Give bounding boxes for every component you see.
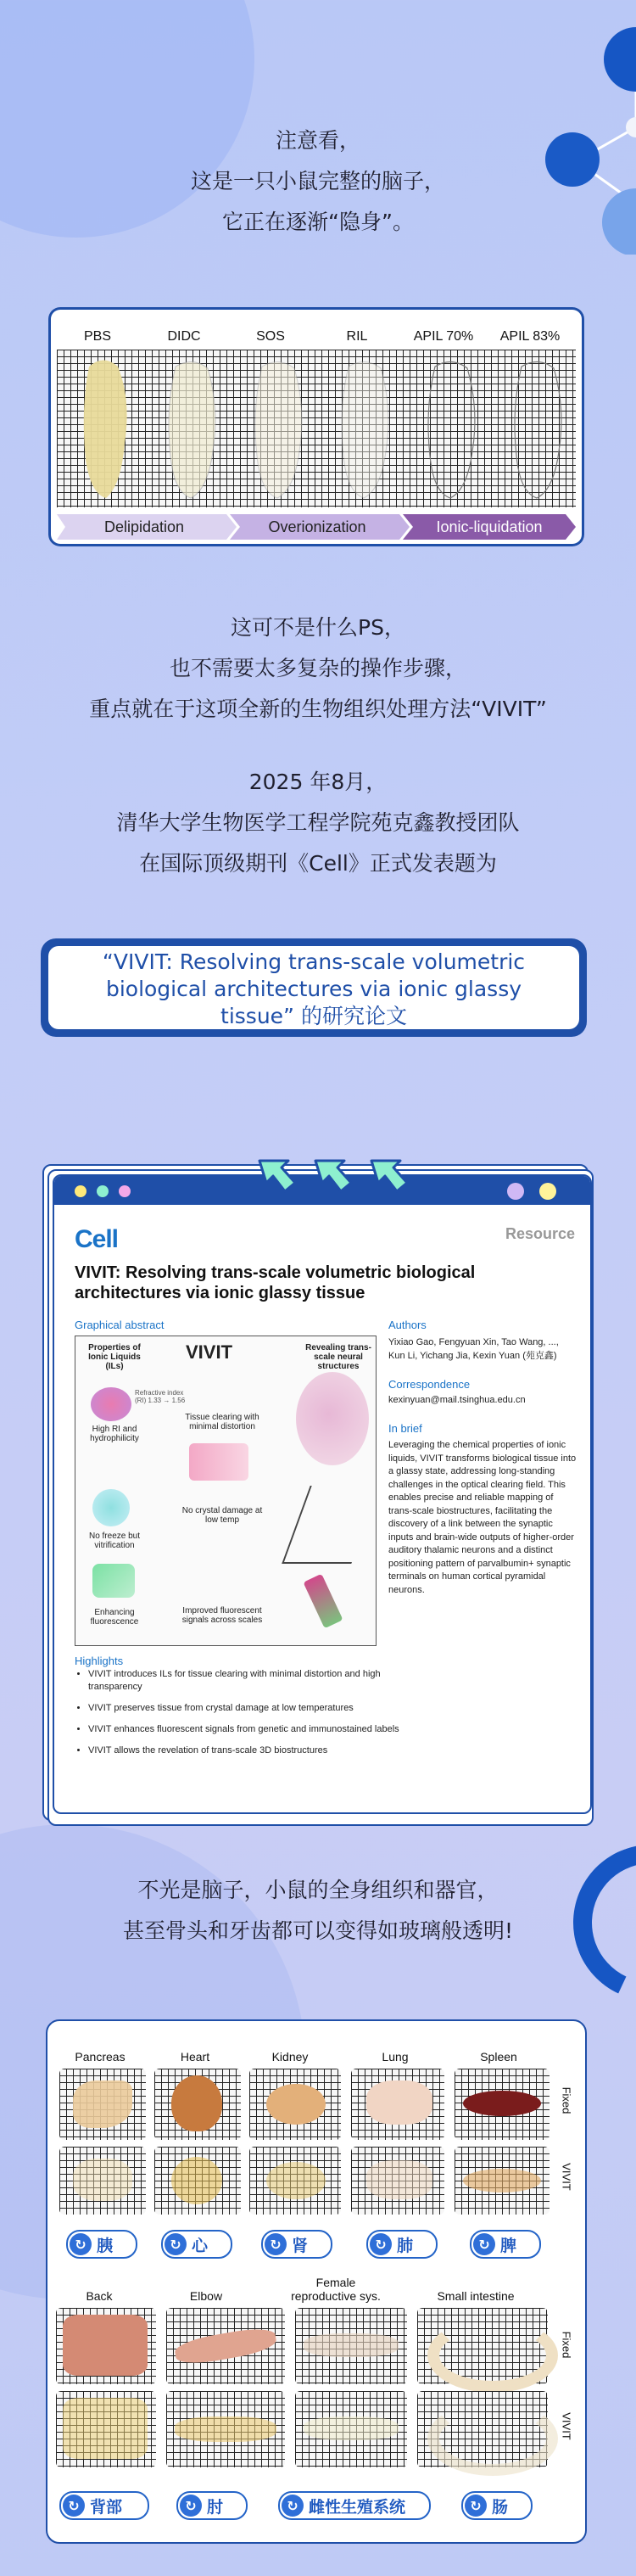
dot-pink — [119, 1185, 131, 1197]
stage-delipidation: Delipidation — [103, 518, 185, 535]
intro-text — [0, 120, 636, 243]
para-line: 清华大学生物医学工程学院苑克鑫教授团队 — [116, 810, 520, 835]
correspondence-heading: Correspondence — [388, 1378, 471, 1391]
pill-label: 胰 — [97, 2236, 114, 2255]
authors-heading: Authors — [388, 1319, 427, 1331]
organ-label: Kidney — [271, 2050, 309, 2064]
organ-pill-back — [59, 2491, 149, 2520]
organ-label: Small intestine — [437, 2289, 515, 2303]
organ-label: Female reproductive sys. — [291, 2276, 381, 2303]
in-brief-heading: In brief — [388, 1422, 422, 1435]
para-vivit-method — [0, 608, 636, 730]
pancreas-vivit-image — [59, 2147, 146, 2215]
refresh-icon: ↻ — [70, 2233, 92, 2255]
para-line: 甚至骨头和牙齿都可以变得如玻璃般透明! — [122, 1918, 514, 1943]
pill-label: 肠 — [492, 2497, 509, 2517]
refresh-icon: ↻ — [180, 2495, 202, 2517]
dot-purple — [507, 1183, 524, 1200]
stage-ionic-liquidation: Ionic-liquidation — [436, 518, 543, 535]
article-type: Resource — [505, 1225, 575, 1242]
ga-signal-image — [303, 1574, 343, 1629]
brain-grid-image — [57, 350, 576, 507]
refresh-icon: ↻ — [370, 2233, 392, 2255]
pancreas-fixed-image — [59, 2069, 146, 2140]
intro-line: 它正在逐渐“隐身”。 — [222, 210, 414, 234]
para-line: 在国际顶级期刊《Cell》正式发表题为 — [139, 851, 497, 876]
para-line: 也不需要太多复杂的操作步骤， — [169, 656, 466, 680]
brain-label: DIDC — [167, 329, 201, 344]
ga-ionic-molecule-image — [91, 1387, 131, 1421]
ga-left-title: Properties of Ionic Liquids (ILs) — [88, 1343, 141, 1371]
correspondence-email: kexinyuan@mail.tsinghua.edu.cn — [388, 1395, 526, 1405]
intestine-vivit-image — [417, 2391, 548, 2467]
pill-label: 心 — [192, 2236, 209, 2255]
ga-tissue-image — [189, 1443, 248, 1481]
ga-row-left: High RI and hydrophilicity — [90, 1425, 139, 1443]
highlights-list — [75, 1668, 410, 1766]
organ-pill-reproductive — [278, 2491, 431, 2520]
organ-label: Heart — [180, 2050, 210, 2064]
ga-brain-image — [296, 1372, 369, 1465]
pill-label: 肘 — [207, 2497, 224, 2517]
intro-line: 这是一只小鼠完整的脑子， — [190, 169, 445, 193]
organ-label: Back — [86, 2289, 113, 2303]
reproductive-fixed-image — [295, 2308, 407, 2384]
row-label-fixed: Fixed — [560, 2086, 573, 2114]
refresh-icon: ↻ — [282, 2495, 304, 2517]
ga-row-right: Improved fluorescent signals across scales — [181, 1606, 263, 1625]
journal-logo: Cell — [75, 1225, 119, 1253]
brain-label: RIL — [346, 329, 368, 344]
stage-overionization: Overionization — [268, 518, 366, 535]
ga-center-title: VIVIT — [186, 1341, 233, 1363]
spleen-fixed-image — [455, 2069, 550, 2140]
ga-right-title: Revealing trans-scale neural structures — [305, 1343, 371, 1371]
pill-label: 背部 — [90, 2497, 123, 2517]
elbow-vivit-image — [166, 2391, 285, 2467]
intro-line: 注意看， — [275, 128, 360, 153]
lung-fixed-image — [351, 2069, 444, 2140]
ga-row-right: Tissue clearing with minimal distortion — [185, 1413, 259, 1431]
refresh-icon: ↻ — [165, 2233, 187, 2255]
in-brief-text: Leveraging the chemical properties of ionic liquids, VIVIT transforms biological tissue into a glassy state, addressing long-standing challenges in the optical clearing field. This enables precise and reliable mapping of trans-scale biostructures, facilitating the discovery of a link between the synaptic inputs and brain-wide outputs of higher-order auditory thalamic neurons and a distinct positioning pattern of parvalbumin+ synaptic terminals on human cortical pyramidal neurons. — [388, 1440, 577, 1595]
row-label-fixed: Fixed — [560, 2331, 573, 2359]
brain-label: PBS — [83, 329, 111, 344]
brain-clearing-panel — [48, 307, 584, 546]
heart-vivit-image — [154, 2147, 241, 2215]
organ-pill-kidney — [261, 2230, 332, 2259]
organ-pill-pancreas — [66, 2230, 137, 2259]
row-label-vivit: VIVIT — [560, 2412, 573, 2440]
paper-title-box — [41, 938, 587, 1037]
elbow-fixed-image — [166, 2308, 285, 2384]
para-line: 不光是脑子，小鼠的全身组织和器官， — [137, 1878, 499, 1902]
organs-panel — [46, 2019, 587, 2544]
paper-title: VIVIT: Resolving trans-scale volumetric biological architectures via ionic glassy tissue — [75, 1263, 476, 1302]
title-line: “VIVIT: Resolving trans-scale volumetric — [102, 949, 526, 974]
refresh-icon: ↻ — [265, 2233, 287, 2255]
para-line: 2025 年8月， — [248, 770, 388, 794]
ga-ri-note: Refractive index (RI) 1.33 → 1.56 — [135, 1389, 186, 1404]
organ-label: Elbow — [189, 2289, 223, 2303]
graphical-abstract — [75, 1336, 377, 1646]
pill-label: 肾 — [292, 2236, 309, 2255]
ga-row-right: No crystal damage at low temp — [181, 1506, 263, 1525]
heart-fixed-image — [154, 2069, 241, 2140]
refresh-icon: ↻ — [63, 2495, 85, 2517]
brain-label: APIL 70% — [413, 329, 474, 344]
title-suffix: 的研究论文 — [294, 1004, 407, 1028]
organ-label: Spleen — [480, 2050, 517, 2064]
paper-card — [53, 1174, 592, 1814]
back-vivit-image — [56, 2391, 156, 2467]
title-line: tissue” — [220, 1004, 295, 1028]
organ-pill-spleen — [470, 2230, 541, 2259]
back-fixed-image — [56, 2308, 156, 2384]
dot-yellow — [75, 1185, 86, 1197]
reproductive-vivit-image — [295, 2391, 407, 2467]
refresh-icon: ↻ — [465, 2495, 487, 2517]
dot-green — [97, 1185, 109, 1197]
title-line: biological architectures via ionic glassy — [105, 977, 522, 1001]
para-line: 重点就在于这项全新的生物组织处理方法“VIVIT” — [89, 697, 547, 721]
para-whole-body — [0, 1870, 636, 1952]
organ-pill-lung — [366, 2230, 438, 2259]
organ-label: Pancreas — [75, 2050, 126, 2064]
organ-pill-heart — [161, 2230, 232, 2259]
highlight-item: • VIVIT allows the revelation of trans-scale 3D biostructures — [88, 1744, 410, 1757]
authors-text: Yixiao Gao, Fengyuan Xin, Tao Wang, ..., Kun Li, Yichang Jia, Kexin Yuan (苑克鑫) — [388, 1337, 559, 1361]
organ-label: Lung — [382, 2050, 409, 2064]
refresh-icon: ↻ — [473, 2233, 495, 2255]
lung-vivit-image — [351, 2147, 444, 2215]
row-label-vivit: VIVIT — [560, 2163, 573, 2191]
kidney-fixed-image — [249, 2069, 341, 2140]
cursor-arrows — [251, 1154, 421, 1201]
brain-label: SOS — [256, 329, 285, 344]
kidney-vivit-image — [249, 2147, 341, 2215]
highlight-item: • VIVIT introduces ILs for tissue clearing with minimal distortion and high transparency — [88, 1668, 410, 1694]
organ-pill-elbow — [176, 2491, 248, 2520]
pill-label: 肺 — [397, 2236, 414, 2255]
ga-neuron-image — [282, 1486, 379, 1564]
para-publication — [0, 762, 636, 884]
brain-label: APIL 83% — [499, 329, 561, 344]
pill-label: 雌性生殖系统 — [309, 2497, 406, 2517]
ga-row-left: No freeze but vitrification — [88, 1532, 141, 1550]
spleen-vivit-image — [455, 2147, 550, 2215]
intestine-fixed-image — [417, 2308, 548, 2384]
highlights-heading: Highlights — [75, 1655, 124, 1667]
ga-fluorescence-image — [92, 1564, 135, 1598]
ga-crystal-image — [92, 1489, 130, 1526]
organ-pill-intestine — [461, 2491, 533, 2520]
para-line: 这可不是什么PS， — [231, 615, 405, 640]
pill-label: 脾 — [500, 2236, 517, 2255]
highlight-item: • VIVIT enhances fluorescent signals from genetic and immunostained labels — [88, 1723, 410, 1736]
dot-yellow-large — [539, 1183, 556, 1200]
ga-row-left: Enhancing fluorescence — [90, 1608, 139, 1627]
highlight-item: • VIVIT preserves tissue from crystal damage at low temperatures — [88, 1702, 410, 1715]
graphical-abstract-heading: Graphical abstract — [75, 1319, 165, 1331]
